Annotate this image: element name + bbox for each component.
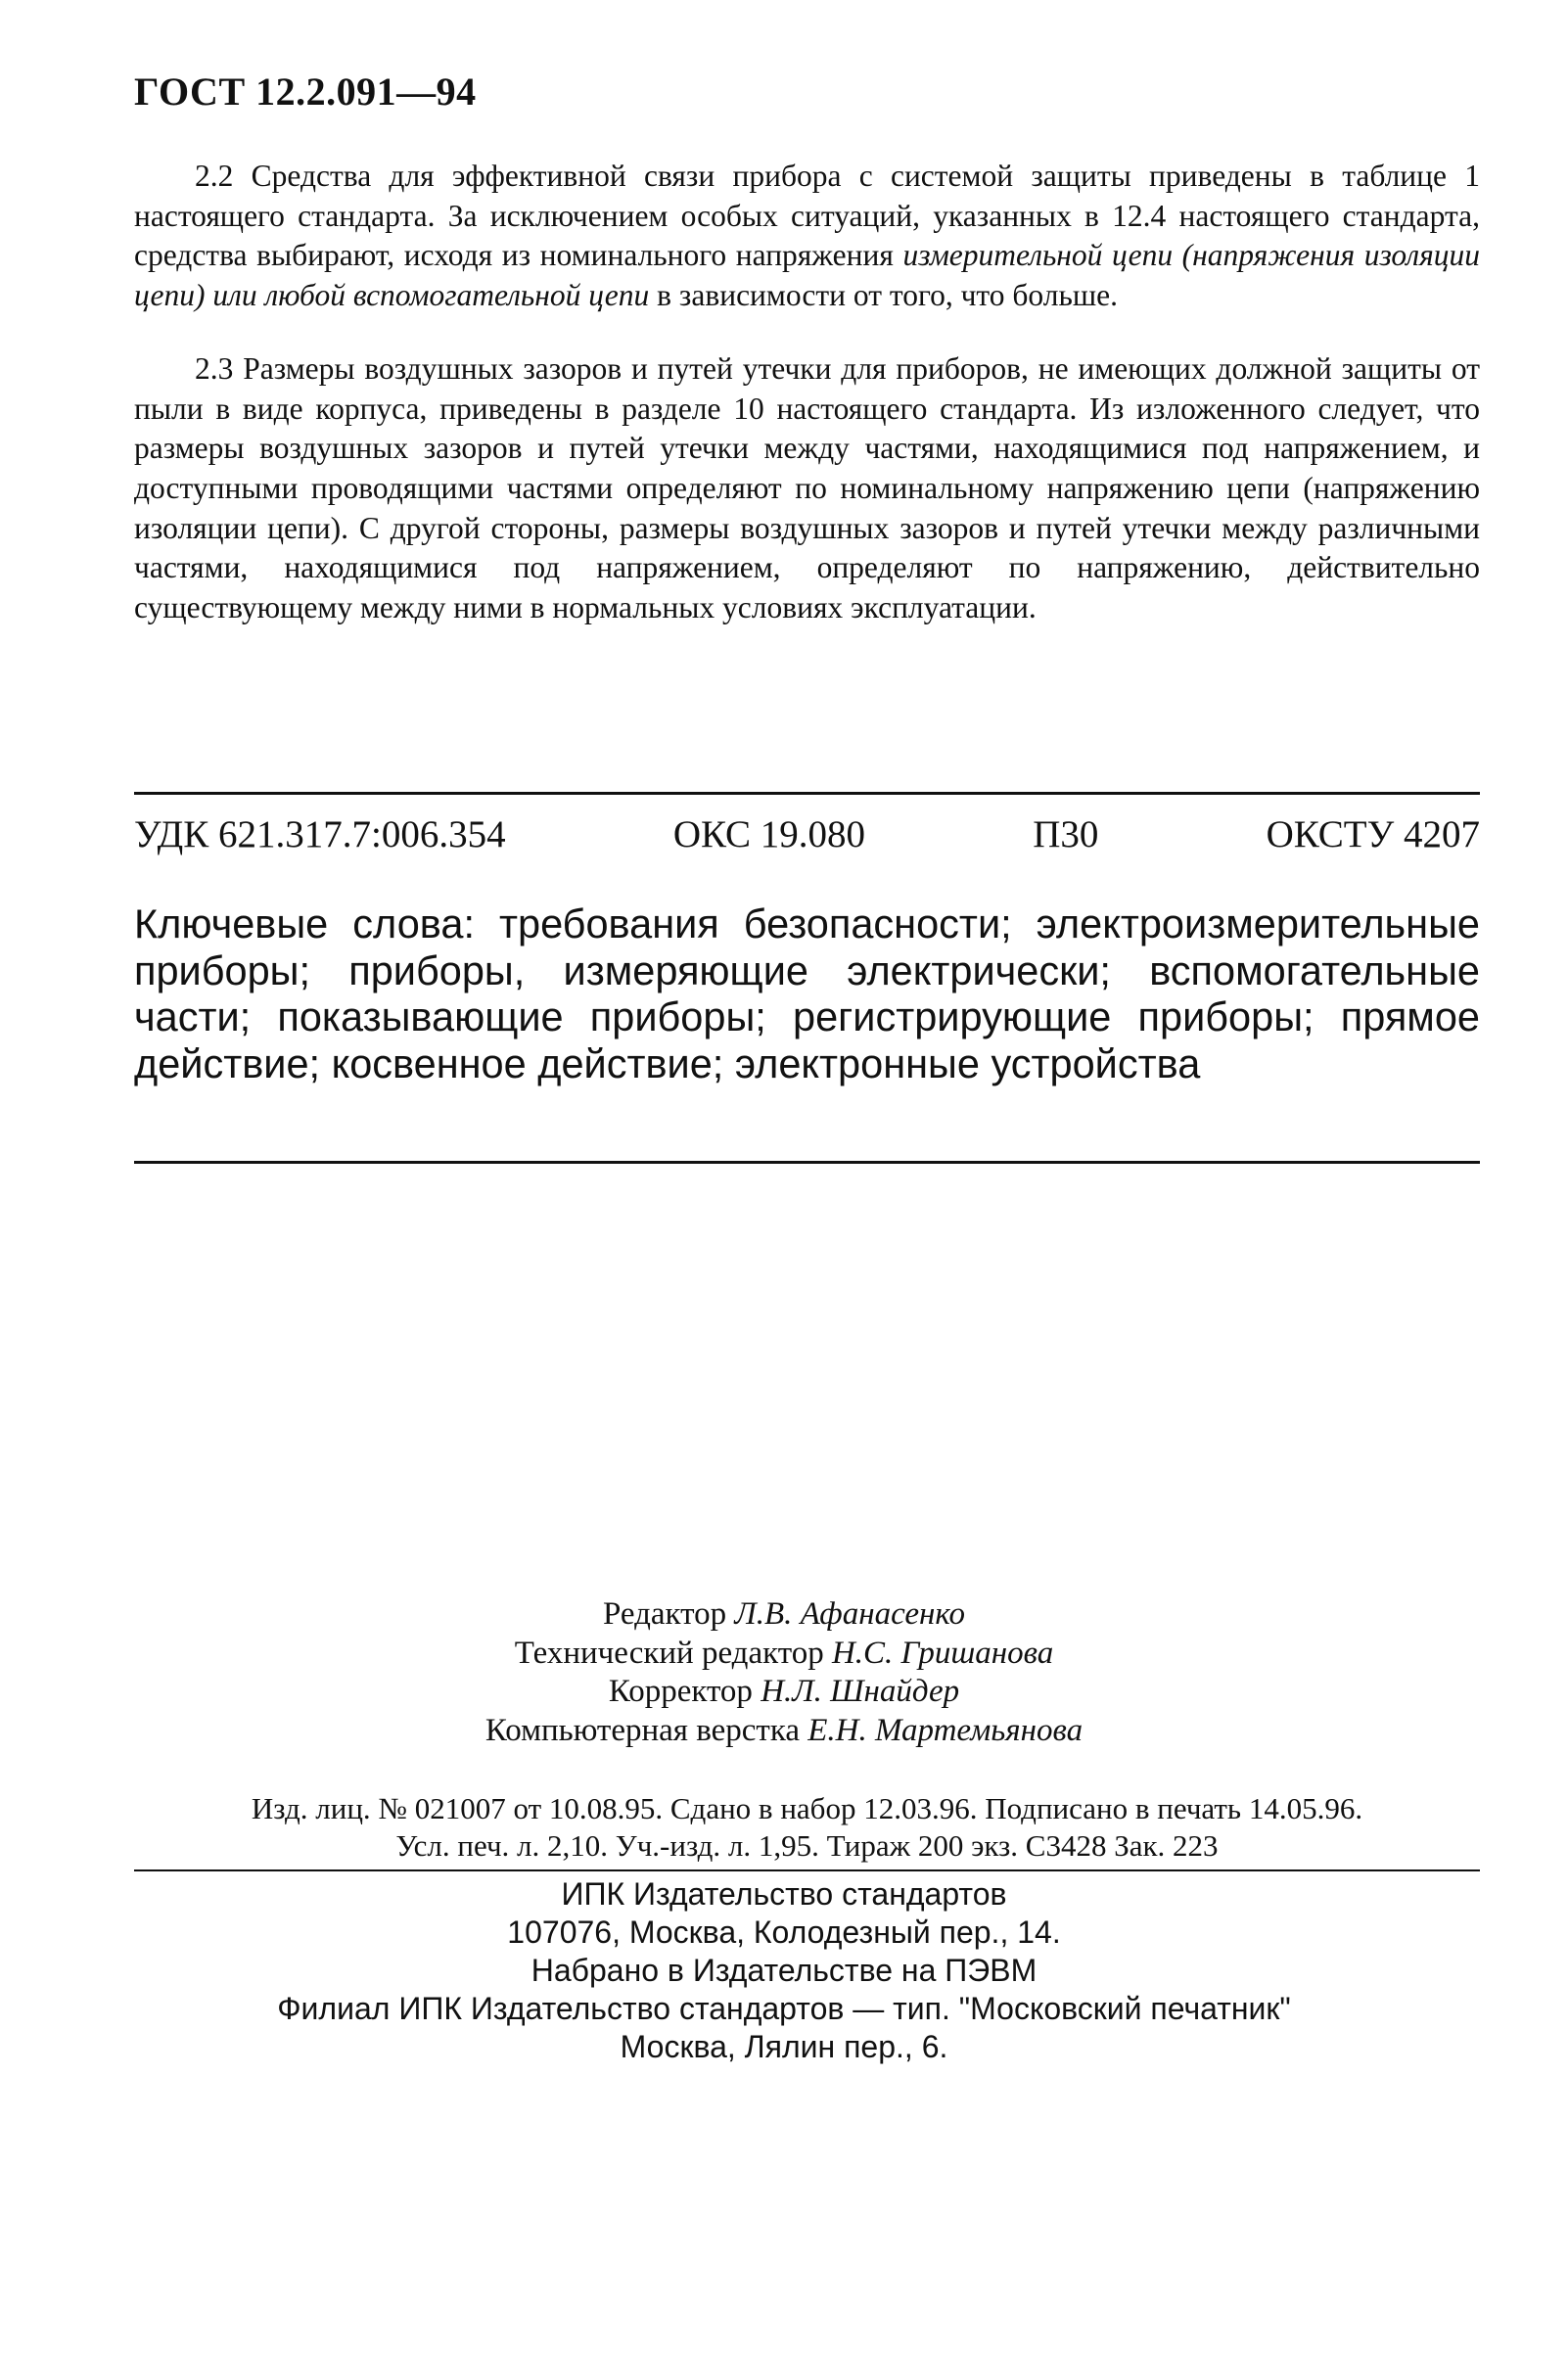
p-code: П30 [1033, 813, 1099, 855]
oks-code: ОКС 19.080 [672, 813, 866, 855]
credit-corrector [0, 1673, 1568, 1712]
publisher-line-3: Набрано в Издательстве на ПЭВМ [530, 1953, 1038, 1989]
layout-name: Е.Н. Мартемьянова [807, 1712, 1084, 1748]
publisher-line-2: 107076, Москва, Колодезный пер., 14. [507, 1915, 1061, 1951]
editor-role: Редактор [602, 1596, 727, 1632]
classification-row [134, 812, 1480, 856]
corrector-role: Корректор [608, 1674, 753, 1710]
imprint-divider [134, 1869, 1480, 1871]
paragraph-2-3: 2.3 Размеры воздушных зазоров и путей утечки для приборов, не имеющих должной защиты от пыли в виде корпуса, приведены в разделе 10 настоящего стандарта. Из изложенного следует, что размеры воздушных зазоров и путей утечки между частями, находящимися под напряжением, и доступными проводящими частями определяют по номинальному напряжению цепи (напряжению изоляции цепи). С другой стороны, размеры воздушных зазоров и путей утечки между различными частями, находящимися под напряжением, определяют по напряжению, действительно существующему между ними в нормальных условиях эксплуатации. [134, 351, 1480, 624]
tech-editor-role: Технический редактор [514, 1635, 824, 1671]
layout-role: Компьютерная верстка [484, 1712, 800, 1748]
paragraph-2-2-text: 2.2 Средства для эффективной связи прибора с системой защиты приведены в таблице 1 настоящего стандарта. За исключением особых ситуаций, указанных в 12.4 настоящего стандарта, средства выбирают, исходя из номинального напряжения [134, 159, 1480, 273]
credit-layout [0, 1712, 1568, 1751]
credit-editor [0, 1595, 1568, 1635]
imprint-line-2: Усл. печ. л. 2,10. Уч.-изд. л. 1,95. Тираж 200 экз. С3428 Зак. 223 [395, 1828, 1219, 1863]
publisher-line-1: ИПК Издательство стандартов [561, 1876, 1007, 1912]
keywords: Ключевые слова: требования безопасности; электроизмерительные приборы; приборы, измеряющие электрически; вспомогательные части; показывающие приборы; регистрирующие приборы; прямое действие; косвенное действие; электронные устройства [134, 900, 1480, 1087]
paragraph-2-2-italic: измерительной цепи (напряжения изоляции цепи) или любой вспомогательной цепи [134, 238, 1481, 312]
credits-block [0, 1595, 1568, 1750]
credit-tech-editor [0, 1635, 1568, 1674]
publisher-line-5: Москва, Лялин пер., 6. [620, 2029, 948, 2065]
divider-bottom [134, 1161, 1480, 1164]
divider-top [134, 792, 1480, 795]
standard-header: ГОСТ 12.2.091—94 [134, 69, 477, 114]
publisher-block [0, 1875, 1568, 2066]
tech-editor-name: Н.С. Гришанова [831, 1635, 1054, 1671]
okstu-code: ОКСТУ 4207 [1266, 813, 1480, 855]
udk-code: УДК 621.317.7:006.354 [134, 813, 506, 855]
corrector-name: Н.Л. Шнайдер [761, 1674, 960, 1710]
paragraph-2-2 [134, 157, 1480, 316]
publisher-line-4: Филиал ИПК Издательство стандартов — тип. "Московский печатник" [277, 1991, 1291, 2027]
paragraph-2-2-end: в зависимости от того, что больше. [649, 277, 1118, 312]
editor-name: Л.В. Афанасенко [734, 1596, 966, 1632]
imprint-line-1: Изд. лиц. № 021007 от 10.08.95. Сдано в набор 12.03.96. Подписано в печать 14.05.96. [251, 1791, 1363, 1825]
